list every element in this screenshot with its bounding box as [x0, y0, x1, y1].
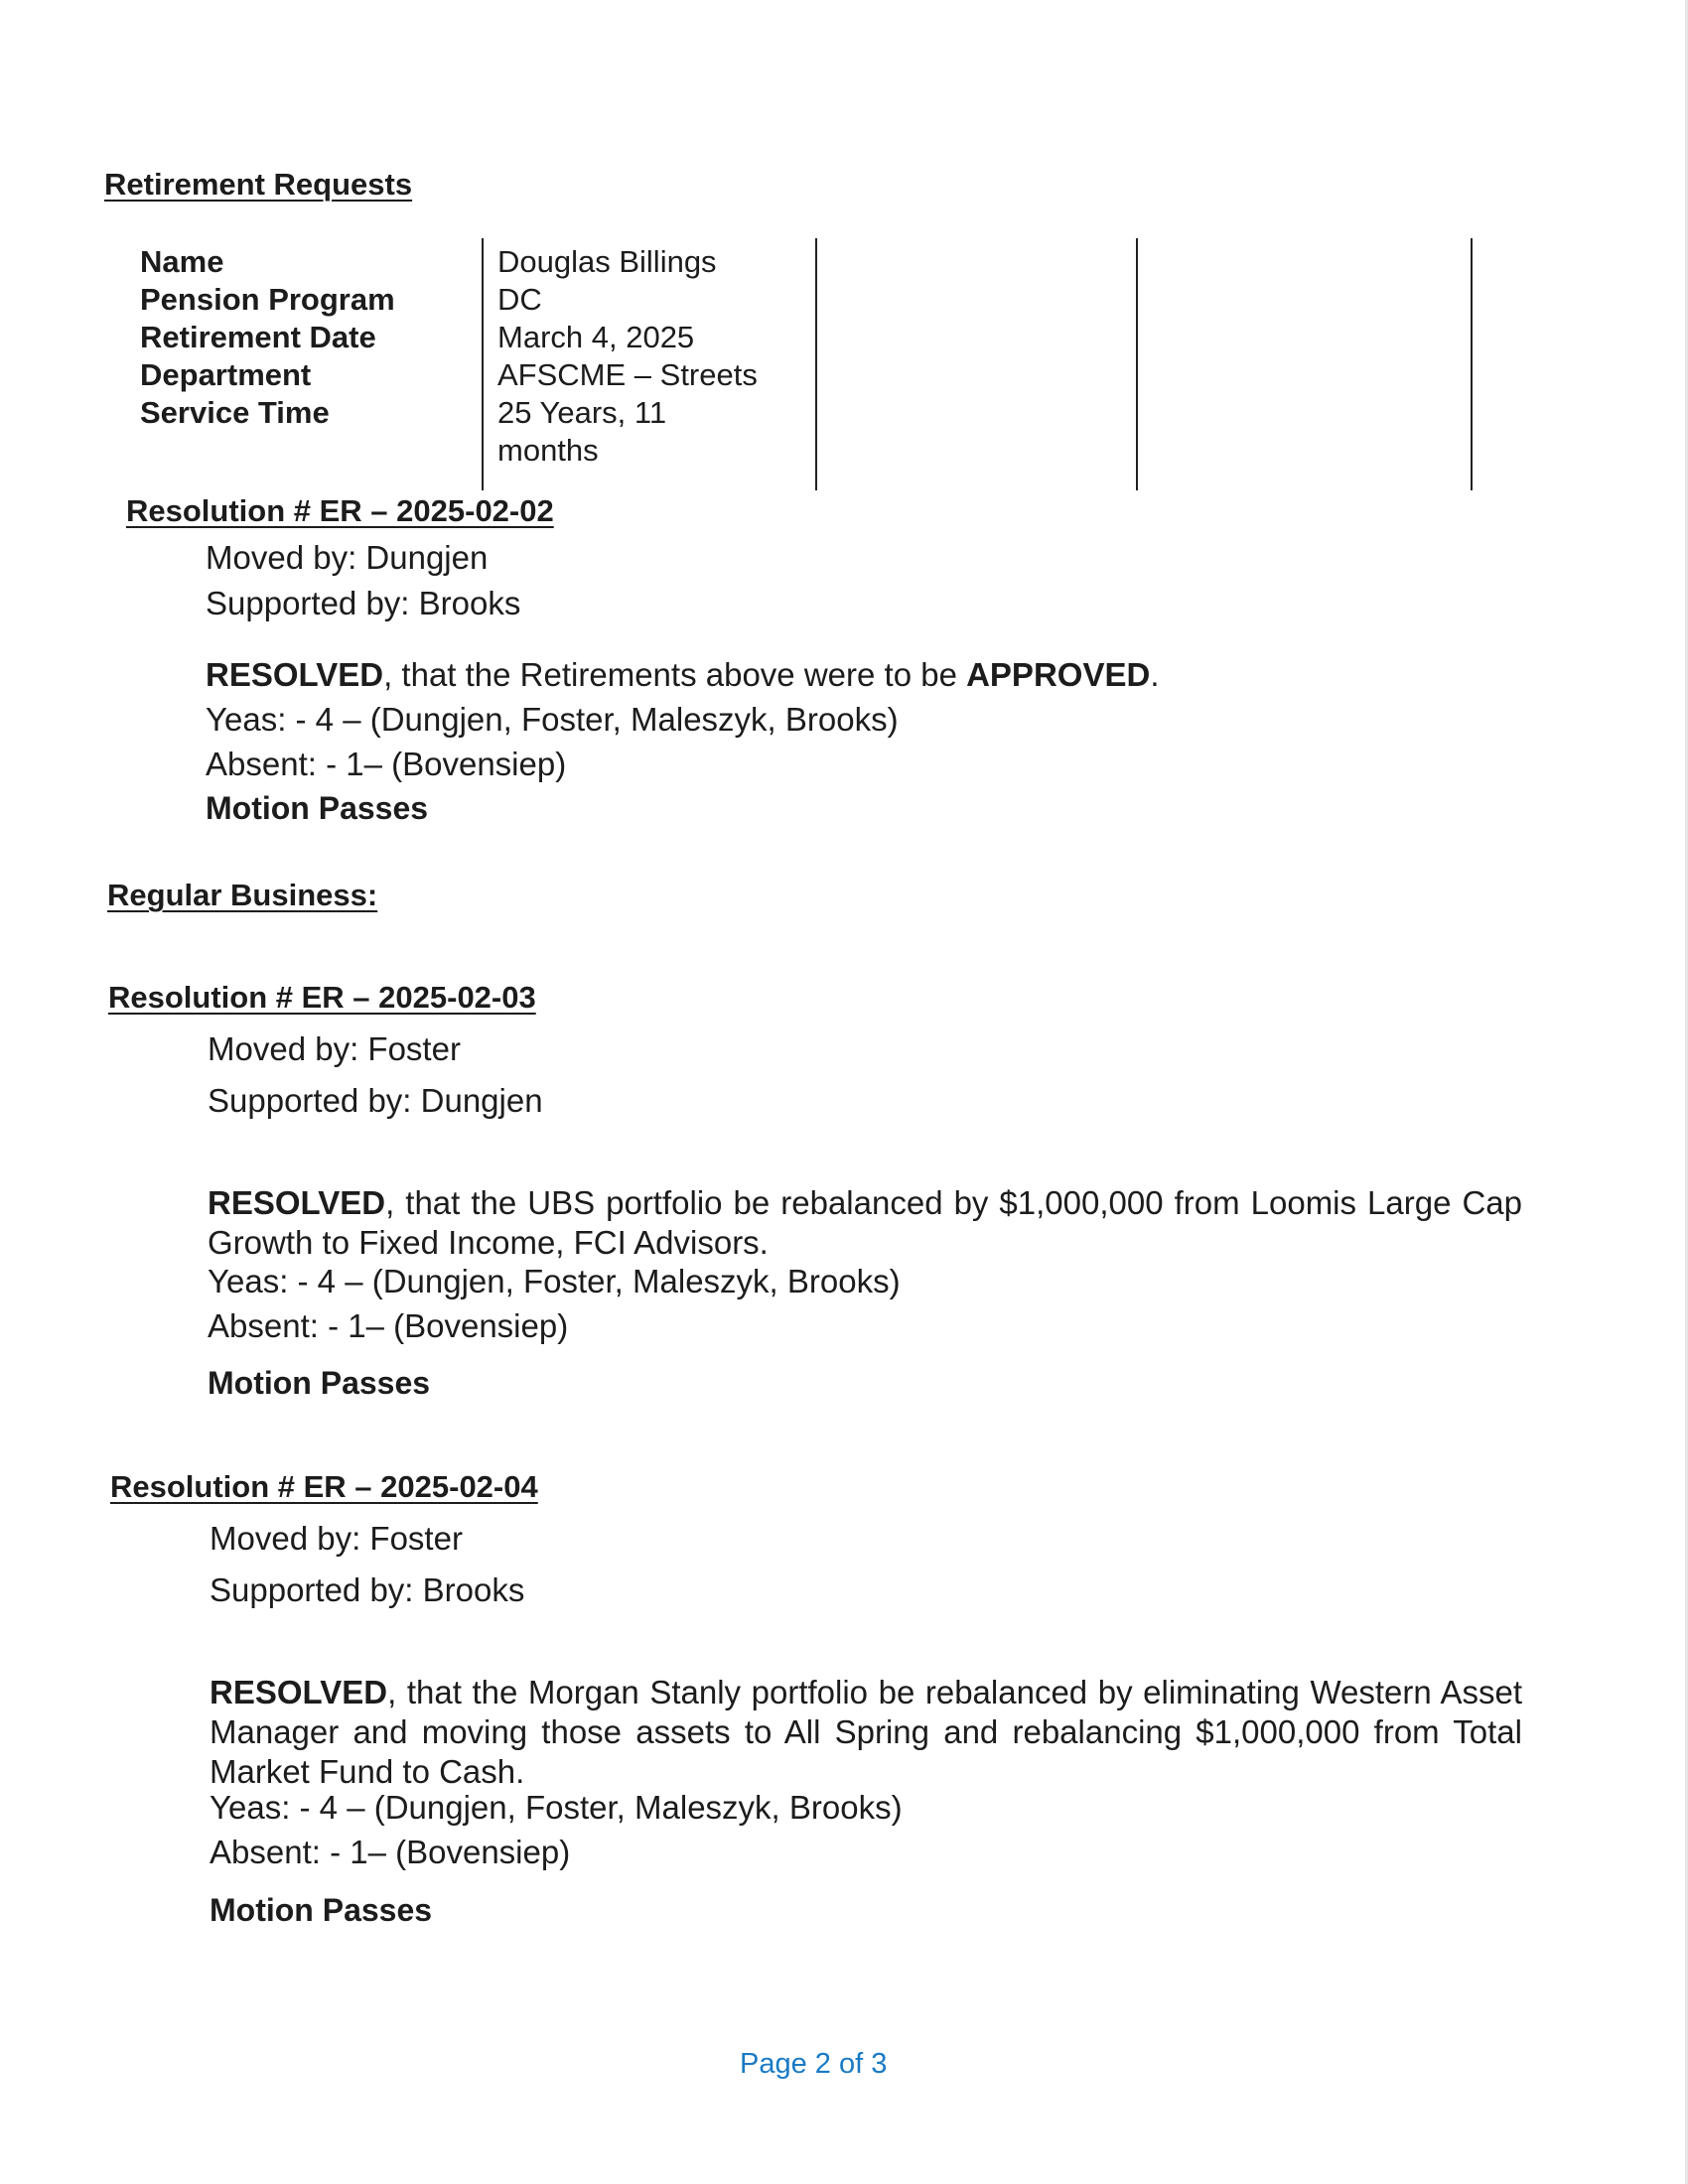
value-retirement-date: March 4, 2025 [497, 320, 695, 354]
value-department: AFSCME – Streets [497, 357, 758, 392]
value-name: Douglas Billings [497, 244, 717, 279]
resolved-period: . [1150, 656, 1160, 693]
resolution-heading: Resolution # ER – 2025-02-02 [126, 493, 554, 528]
yeas-vote: Yeas: - 4 – (Dungjen, Foster, Maleszyk, Brooks) [206, 701, 899, 738]
resolved-statement [208, 1183, 1522, 1263]
resolved-keyword: RESOLVED [208, 1184, 386, 1221]
supported-by: Supported by: Dungjen [208, 1082, 543, 1119]
motion-outcome: Motion Passes [208, 1365, 431, 1401]
absent-vote: Absent: - 1– (Bovensiep) [206, 746, 567, 782]
label-retirement-date: Retirement Date [140, 320, 376, 354]
resolved-keyword: RESOLVED [206, 656, 384, 693]
label-name: Name [140, 244, 224, 279]
approved-keyword: APPROVED [966, 656, 1151, 693]
label-pension-program: Pension Program [140, 282, 395, 317]
moved-by: Moved by: Dungjen [206, 539, 489, 576]
resolved-statement [210, 1673, 1522, 1792]
table-divider [482, 238, 484, 490]
resolved-text: , that the UBS portfolio be rebalanced by $1,000,000 from Loomis Large Cap Growth to Fixed Income, FCI Advisors. [208, 1184, 1522, 1261]
resolved-keyword: RESOLVED [210, 1674, 388, 1710]
value-pension-program: DC [497, 282, 542, 317]
yeas-vote: Yeas: - 4 – (Dungjen, Foster, Maleszyk, Brooks) [210, 1789, 903, 1826]
value-service-time: 25 Years, 11 [497, 395, 667, 430]
supported-by: Supported by: Brooks [206, 585, 521, 621]
motion-outcome: Motion Passes [210, 1892, 433, 1928]
yeas-vote: Yeas: - 4 – (Dungjen, Foster, Maleszyk, Brooks) [208, 1263, 901, 1299]
table-divider [815, 238, 817, 490]
moved-by: Moved by: Foster [208, 1030, 461, 1067]
resolution-heading: Resolution # ER – 2025-02-04 [110, 1469, 538, 1504]
moved-by: Moved by: Foster [210, 1520, 463, 1557]
page-number: Page 2 of 3 [740, 2048, 888, 2080]
resolution-heading: Resolution # ER – 2025-02-03 [108, 980, 536, 1015]
motion-outcome: Motion Passes [206, 790, 429, 826]
table-divider [1136, 238, 1138, 490]
absent-vote: Absent: - 1– (Bovensiep) [210, 1834, 571, 1870]
regular-business-heading: Regular Business: [107, 878, 378, 912]
resolved-text: , that the Morgan Stanly portfolio be rebalanced by eliminating Western Asset Manager and moving those assets to All Spring and rebalancing $1,000,000 from Total Market Fund to Cash. [210, 1674, 1522, 1790]
table-divider [1471, 238, 1473, 490]
absent-vote: Absent: - 1– (Bovensiep) [208, 1307, 569, 1344]
label-service-time: Service Time [140, 395, 330, 430]
resolved-text: , that the Retirements above were to be [383, 656, 967, 693]
value-service-time-cont: months [497, 433, 599, 468]
supported-by: Supported by: Brooks [210, 1571, 525, 1608]
resolved-statement [206, 656, 1159, 694]
retirement-requests-heading: Retirement Requests [104, 167, 413, 202]
label-department: Department [140, 357, 312, 392]
